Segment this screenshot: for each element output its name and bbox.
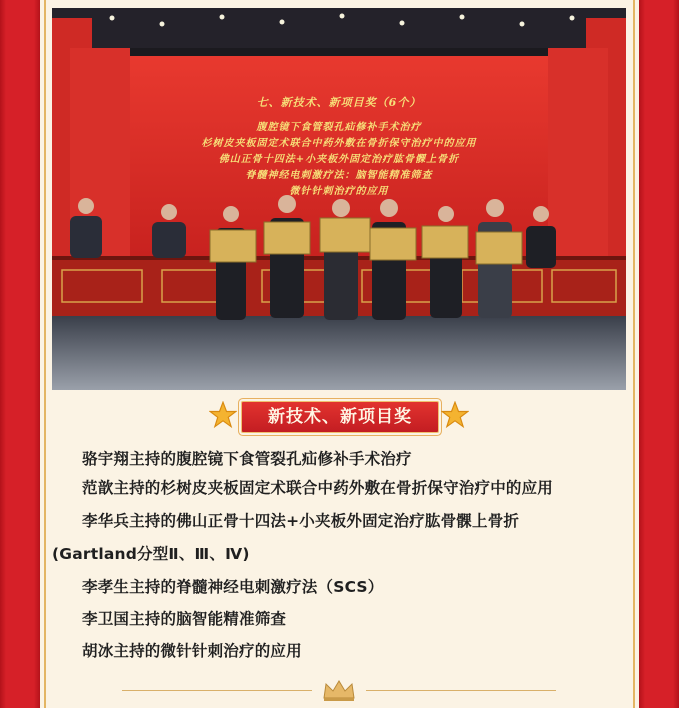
award-ceremony-photo — [52, 8, 626, 390]
star-icon — [441, 401, 469, 429]
list-item: 胡冰主持的微针针刺治疗的应用 — [82, 642, 302, 660]
screen-heading: 七、新技术、新项目奖（6个） — [256, 96, 422, 109]
section-header — [52, 398, 626, 434]
list-item: 骆宇翔主持的腹腔镜下食管裂孔疝修补手术治疗 — [82, 450, 412, 468]
right-red-border — [639, 0, 679, 708]
list-item: 李华兵主持的佛山正骨十四法+小夹板外固定治疗肱骨髁上骨折 — [82, 512, 520, 530]
list-item-continuation: (Gartland分型Ⅱ、Ⅲ、Ⅳ) — [52, 545, 250, 563]
divider-line — [366, 690, 556, 691]
right-gold-rule — [633, 0, 635, 708]
crown-divider — [52, 676, 626, 706]
left-gold-rule — [44, 0, 46, 708]
crown-icon — [322, 678, 356, 702]
screen-line: 腹腔镜下食管裂孔疝修补手术治疗 — [256, 122, 422, 133]
screen-line: 佛山正骨十四法+小夹板外固定治疗肱骨髁上骨折 — [218, 154, 460, 165]
screen-line: 脊髓神经电刺激疗法：脑智能精准筛查 — [245, 170, 433, 181]
divider-line — [122, 690, 312, 691]
list-item: 范歆主持的杉树皮夹板固定术联合中药外敷在骨折保守治疗中的应用 — [82, 479, 554, 497]
list-item: 李卫国主持的脑智能精准筛查 — [82, 610, 287, 628]
list-item: 李孝生主持的脊髓神经电刺激疗法（SCS） — [82, 578, 384, 596]
screen-line: 杉树皮夹板固定术联合中药外敷在骨折保守治疗中的应用 — [201, 138, 477, 149]
section-banner: 新技术、新项目奖 — [241, 401, 439, 433]
star-icon — [209, 401, 237, 429]
screen-line: 微针针刺治疗的应用 — [289, 186, 389, 197]
